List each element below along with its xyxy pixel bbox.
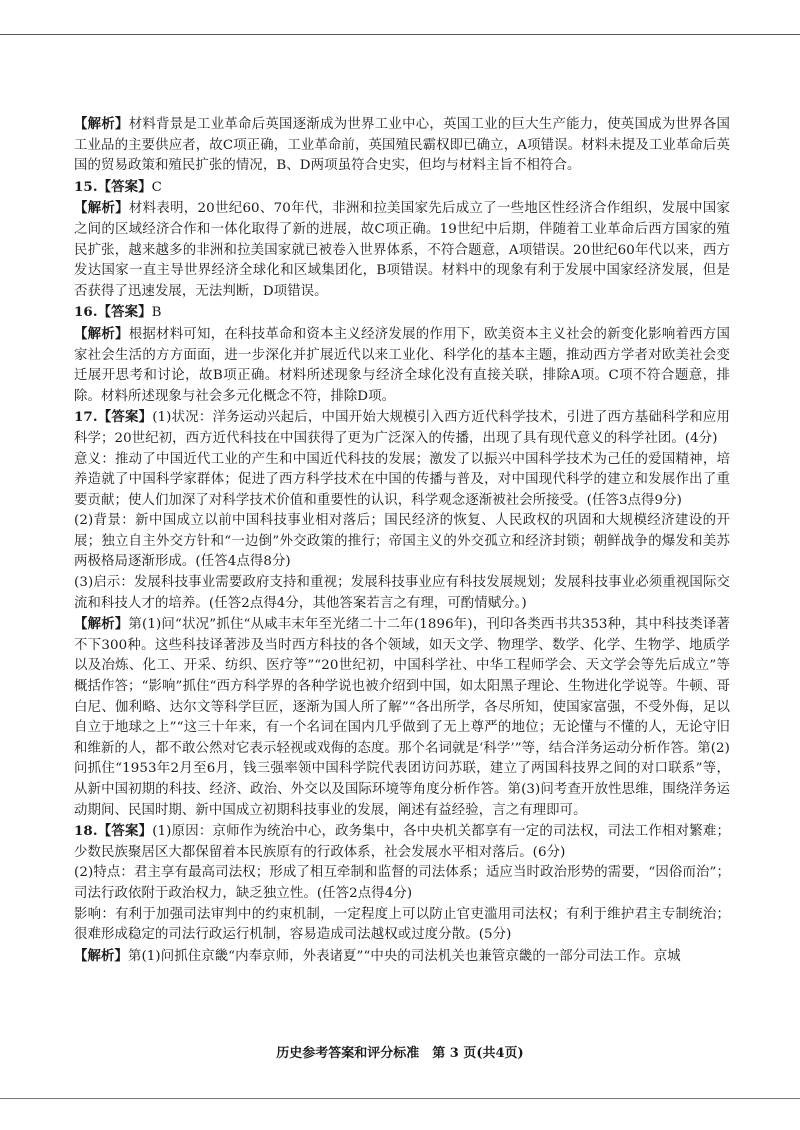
paragraph-15-analysis <box>74 198 730 302</box>
paragraph-16-answer <box>74 302 730 324</box>
question-number: 16. <box>74 304 98 321</box>
paragraph-16-analysis <box>74 324 730 407</box>
header-rule <box>0 34 800 35</box>
paragraph-text: (1)状况：洋务运动兴起后，中国开始大规模引入西方近代科学技术，引进了西方基础科学和应用科学；20世纪初，西方近代科技在中国获得了更为广泛深入的传播，出现了具有现代意义的科学社团。(4分) <box>74 410 730 446</box>
paragraph-text: C <box>151 179 162 195</box>
question-number: 17. <box>74 409 98 426</box>
paragraph-17-answer-2 <box>74 450 730 512</box>
paragraph-17-analysis <box>74 614 730 821</box>
analysis-tag: 【解析】 <box>74 616 129 633</box>
paragraph-17-answer-3 <box>74 511 730 573</box>
paragraph-15-answer <box>74 177 730 199</box>
paragraph-17-answer-4 <box>74 573 730 614</box>
answer-tag: 【答案】 <box>97 304 152 321</box>
question-number: 15. <box>74 178 98 195</box>
paragraph-text: B <box>151 305 162 321</box>
answer-tag: 【答案】 <box>97 178 152 195</box>
paragraph-text: (2)特点：君主享有最高司法权；形成了相互牵制和监督的司法体系；适应当时政治形势的需要，“因俗而治”；司法行政依附于政治权力，缺乏独立性。(任答2点得4分) <box>74 865 730 901</box>
paragraph-18-answer-1 <box>74 821 730 863</box>
paragraph-text: 材料背景是工业革命后英国逐渐成为世界工业中心，英国工业的巨大生产能力，使英国成为世界各国工业品的主要供应者，故C项正确，工业革命前，英国殖民霸权即已确立，A项错误。材料未提及工业革命后英国的贸易政策和殖民扩张的情况，B、D两项虽符合史实，但均与材料主旨不相符合。 <box>74 117 730 174</box>
paragraph-text: 第(1)问抓住京畿“内奉京师，外表诸夏”“中央的司法机关也兼管京畿的一部分司法工作。京城 <box>127 948 681 964</box>
paragraph-14-analysis <box>74 114 730 177</box>
analysis-tag: 【解析】 <box>74 325 129 342</box>
paragraph-18-answer-3 <box>74 905 730 946</box>
paragraph-text: 根据材料可知，在科技革命和资本主义经济发展的作用下，欧美资本主义社会的新变化影响着西方国家社会生活的方方面面，进一步深化并扩展近代以来工业化、科学化的基本主题，推动西方学者对欧美社会变迁展开思考和讨论，故B项正确。材料所述现象与经济全球化没有直接关联，排除A项。C项不符合题意，排除。材料所述现象与社会多元化概念不符，排除D项。 <box>74 326 730 404</box>
paragraph-text: 第(1)问“状况”抓住“从咸丰末年至光绪二十二年(1896年)，刊印各类西书共353种，其中科技类译著不下300种。这些科技译著涉及当时西方科技的各个领域，如天文学、物理学、数学、化学、生物学、地质学以及冶炼、化工、开采、纺织、医疗等”“20世纪初，中国科学社、中华工程师学会、天文学会等先后成立”等概括作答；“影响”抓住“西方科学界的各种学说也被介绍到中国，如太阳黑子理论、生物进化学说等。牛顿、哥白尼、伽利略、达尔文等科学巨匠，逐渐为国人所了解”“各出所学，各尽所知，使国家富强，不受外侮，足以自立于地球之上”“这三十年来，有一个名词在国内几乎做到了无上尊严的地位；无论懂与不懂的人，无论守旧和维新的人，都不敢公然对它表示轻视或戏侮的态度。那个名词就是‘科学’”等，结合洋务运动分析作答。第(2)问抓住“1953年2月至6月，钱三强率领中国科学院代表团访问苏联，建立了两国科技界之间的对口联系”等，从新中国初期的科技、经济、政治、外交以及国际环境等角度分析作答。第(3)问考查开放性思维，围绕洋务运动期间、民国时期、新中国成立初期科技事业的发展，阐述有益经验，言之有理即可。 <box>74 617 730 818</box>
paragraph-18-answer-2 <box>74 863 730 904</box>
paragraph-text: (1)原因：京师作为统治中心，政务集中，各中央机关都享有一定的司法权，司法工作相对繁难；少数民族聚居区大都保留着本民族原有的行政体系，社会发展水平相对落后。(6分) <box>74 824 730 860</box>
answer-tag: 【答案】 <box>97 823 153 840</box>
paragraph-text: 材料表明，20世纪60、70年代，非洲和拉美国家先后成立了一些地区性经济合作组织，发展中国家之间的区域经济合作和一体化取得了新的进展，故C项正确。19世纪中后期，伴随着工业革命后西方国家的殖民扩张，越来越多的非洲和拉美国家就已被卷入世界体系，不符合题意，A项错误。20世纪60年代以来，西方发达国家一直主导世界经济全球化和区域集团化，B项错误。材料中的现象有利于发展中国家经济发展，但是否获得了迅速发展，无法判断，D项错误。 <box>74 201 731 299</box>
analysis-tag: 【解析】 <box>74 116 129 132</box>
paragraph-18-analysis <box>74 946 730 968</box>
paragraph-text: 影响：有利于加强司法审判中的约束机制，一定程度上可以防止官吏滥用司法权；有利于维护君主专制统治；很难形成稳定的司法行政运行机制，容易造成司法越权或过度分散。(5分) <box>74 906 730 943</box>
answer-content <box>74 114 730 967</box>
paragraph-17-answer-1 <box>74 407 730 449</box>
question-number: 18. <box>74 823 98 840</box>
paragraph-text: 意义：推动了中国近代工业的产生和中国近代科技的发展；激发了以振兴中国科学技术为己任的爱国精神，培养造就了中国科学家群体；促进了西方科学技术在中国的传播与普及，对中国现代科学的建立和发展作出了重要贡献；使人们加深了对科学技术价值和重要性的认识，科学观念逐渐被社会所接受。(任答3点得9分) <box>74 451 730 508</box>
answer-tag: 【答案】 <box>97 409 153 426</box>
footer-rule <box>0 1098 800 1099</box>
paragraph-text: (2)背景：新中国成立以前中国科技事业相对落后；国民经济的恢复、人民政权的巩固和大规模经济建设的开展；独立自主外交方针和“一边倒”外交政策的推行；帝国主义的外交孤立和经济封锁；朝鲜战争的爆发和美苏两极格局逐渐形成。(任答4点得8分) <box>74 513 730 570</box>
analysis-tag: 【解析】 <box>74 947 128 964</box>
page-footer: 历史参考答案和评分标准 第 3 页(共4页) <box>276 1046 524 1061</box>
analysis-tag: 【解析】 <box>74 200 129 217</box>
paragraph-text: (3)启示：发展科技事业需要政府支持和重视；发展科技事业应有科技发展规划；发展科技事业必须重视国际交流和科技人才的培养。(任答2点得4分，其他答案若言之有理，可酌情赋分。) <box>74 575 730 611</box>
